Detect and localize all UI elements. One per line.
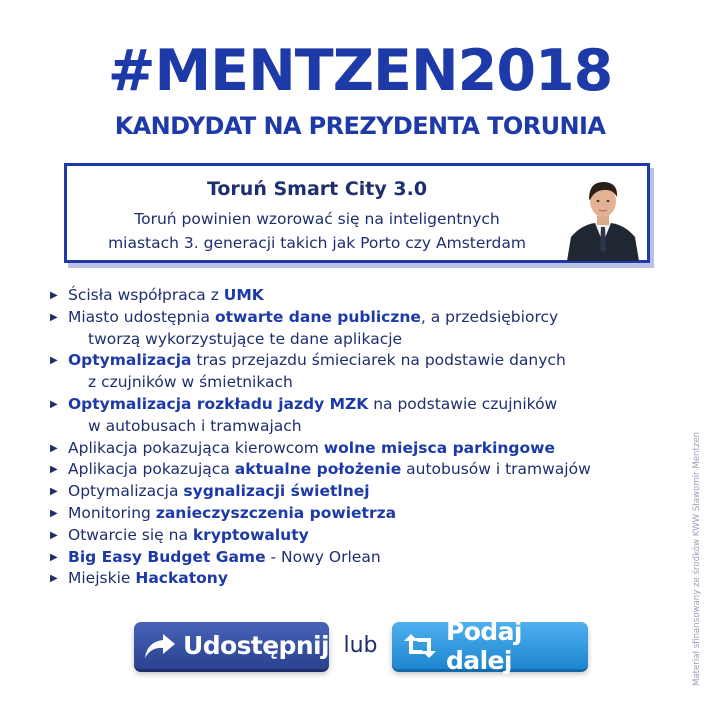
feature-item: ▶ Aplikacja pokazująca kierowcom wolne miejsca parkingowe bbox=[48, 438, 698, 460]
bullet-triangle-icon: ▶ bbox=[50, 464, 58, 476]
funding-disclaimer-text: Materiał sfinansowany ze środków KWW Sławomir Mentzen bbox=[692, 431, 702, 686]
bullet-triangle-icon: ▶ bbox=[50, 355, 58, 367]
funding-disclaimer bbox=[688, 431, 708, 690]
feature-item: ▶ Aplikacja pokazująca aktualne położenie autobusów i tramwajów bbox=[48, 459, 698, 481]
retweet-icon bbox=[398, 632, 442, 660]
feature-item: ▶ Big Easy Budget Game - Nowy Orlean bbox=[48, 547, 698, 569]
smart-city-card bbox=[64, 163, 650, 263]
card-description-line-2: miastach 3. generacji takich jak Porto czy Amsterdam bbox=[108, 234, 526, 252]
card-title: Toruń Smart City 3.0 bbox=[206, 178, 428, 200]
feature-item: ▶ Optymalizacja rozkładu jazdy MZK na podstawie czujników w autobusach i tramwajach bbox=[50, 394, 558, 435]
bullet-triangle-icon: ▶ bbox=[50, 551, 58, 563]
bullet-triangle-icon: ▶ bbox=[50, 311, 58, 323]
share-button[interactable] bbox=[134, 622, 329, 669]
bullet-triangle-icon: ▶ bbox=[50, 573, 58, 585]
bullet-triangle-icon: ▶ bbox=[50, 507, 58, 519]
bullet-triangle-icon: ▶ bbox=[50, 398, 58, 410]
feature-item: ▶ Otwarcie się na kryptowaluty bbox=[48, 525, 698, 547]
bullet-triangle-icon: ▶ bbox=[50, 529, 58, 541]
feature-item: ▶ Optymalizacja tras przejazdu śmieciarek na podstawie danych z czujników w śmietnikach bbox=[50, 351, 566, 392]
or-label: lub bbox=[343, 633, 378, 658]
feature-item: ▶ Optymalizacja sygnalizacji świetlnej bbox=[48, 481, 698, 503]
feature-item: ▶ Miasto udostępnia otwarte dane publiczne, a przedsiębiorcy tworzą wykorzystujące te dane aplikacje bbox=[50, 307, 559, 348]
campaign-hashtag-title: #MENTZEN2018 bbox=[107, 38, 613, 104]
feature-item: ▶ Ścisła współpraca z UMK bbox=[48, 285, 698, 307]
feature-item: ▶ Monitoring zanieczyszczenia powietrza bbox=[48, 503, 698, 525]
candidate-portrait bbox=[567, 173, 639, 261]
card-description bbox=[67, 207, 567, 255]
bullet-triangle-icon: ▶ bbox=[50, 442, 58, 454]
retweet-button[interactable] bbox=[392, 616, 588, 675]
features-list bbox=[48, 285, 698, 590]
bullet-triangle-icon: ▶ bbox=[50, 486, 58, 498]
feature-item: ▶ Miejskie Hackatony bbox=[48, 568, 698, 590]
bullet-triangle-icon: ▶ bbox=[50, 290, 58, 301]
card-description-line-1: Toruń powinien wzorować się na inteligentnych bbox=[134, 210, 500, 228]
candidate-subtitle: KANDYDAT NA PREZYDENTA TORUNIA bbox=[114, 112, 606, 140]
retweet-button-label: Podaj dalej bbox=[446, 616, 522, 675]
share-arrow-icon bbox=[140, 632, 179, 660]
share-button-label: Udostępnij bbox=[183, 631, 329, 660]
